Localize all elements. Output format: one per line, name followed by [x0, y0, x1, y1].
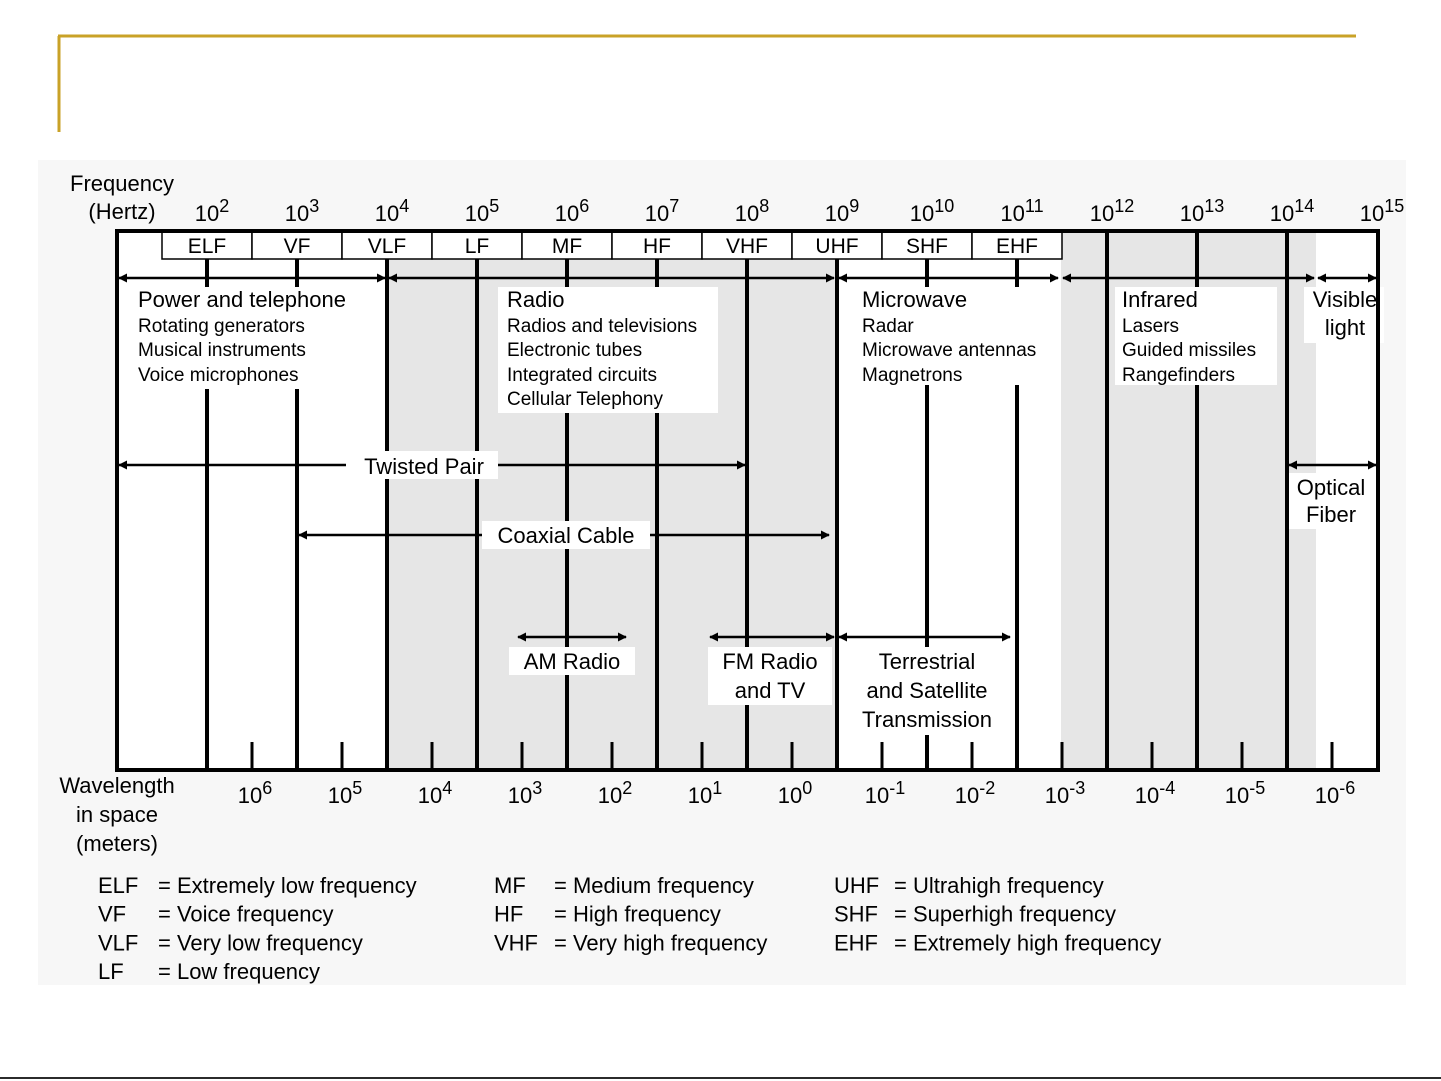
category-item: Rangefinders: [1122, 365, 1236, 386]
category-item: Integrated circuits: [507, 365, 657, 386]
category-item: Cellular Telephony: [507, 389, 663, 410]
power-exponent: 0: [802, 778, 813, 798]
power-exponent: 11: [1024, 196, 1044, 216]
category-visible: [1304, 287, 1384, 343]
coaxial-cable-label: Coaxial Cable: [497, 523, 635, 548]
legend-definition: = Medium frequency: [554, 873, 754, 898]
band-label: LF: [464, 235, 490, 258]
slide-bottom-rule: [0, 1077, 1441, 1079]
power-exponent: 2: [219, 196, 230, 216]
frequency-label-line1: Frequency: [70, 171, 174, 196]
category-radio: [498, 287, 718, 413]
legend-abbr: MF: [494, 873, 526, 898]
optical-fiber-range: [1289, 465, 1376, 529]
power-exponent: 12: [1114, 196, 1135, 216]
optical-fiber-label-line1: Optical: [1296, 475, 1366, 500]
power-exponent: 3: [532, 778, 543, 798]
band-label: VF: [283, 235, 311, 258]
terrestrial-label-line1: Terrestrial: [878, 649, 976, 674]
power-base: 10: [237, 783, 263, 808]
power-exponent: 4: [442, 778, 453, 798]
power-exponent: 1: [712, 778, 723, 798]
frequency-label-line2: (Hertz): [88, 199, 156, 224]
legend-abbr: ELF: [98, 873, 139, 898]
fm-radio-label-line1: FM Radio: [722, 649, 818, 674]
power-exponent: 13: [1204, 196, 1225, 216]
power-exponent: 3: [309, 196, 320, 216]
legend-abbr: VHF: [494, 930, 538, 956]
power-base: 10: [1224, 783, 1250, 808]
power-base: 10: [777, 783, 803, 808]
power-base: 10: [954, 783, 980, 808]
band-label: VHF: [726, 235, 768, 258]
legend-definition: = Superhigh frequency: [894, 901, 1116, 927]
wavelength-axis-label: [59, 773, 174, 856]
power-base: 10: [374, 201, 400, 226]
category-title: Microwave: [862, 287, 968, 312]
category-item: Guided missiles: [1122, 340, 1257, 361]
category-title: Radio: [507, 287, 565, 312]
legend-abbr: VF: [98, 901, 127, 927]
legend-definition: = Ultrahigh frequency: [894, 873, 1104, 898]
category-infrared: [1115, 287, 1277, 386]
wavelength-label-line2: in space: [76, 802, 158, 827]
power-exponent: 5: [352, 778, 363, 798]
am-radio-label: AM Radio: [523, 649, 621, 674]
band-box: [882, 231, 972, 259]
power-base: 10: [327, 783, 353, 808]
band-box: [252, 231, 342, 259]
band-label: UHF: [815, 235, 859, 258]
power-base: 10: [1000, 201, 1025, 226]
category-title: Visible: [1312, 287, 1378, 312]
band-box: [342, 231, 432, 259]
power-exponent: 9: [849, 196, 860, 216]
power-base: 10: [597, 783, 623, 808]
power-base: 10: [687, 783, 713, 808]
band-label: EHF: [996, 235, 1038, 258]
power-exponent: 4: [399, 196, 410, 216]
band-box: [792, 231, 882, 259]
power-base: 10: [554, 201, 580, 226]
terrestrial-satellite-range: [839, 637, 1010, 735]
category-item: Voice microphones: [138, 365, 299, 386]
power-exponent: 8: [759, 196, 770, 216]
category-item: Lasers: [1122, 316, 1180, 337]
power-exponent: 15: [1384, 196, 1405, 216]
band-label: MF: [551, 235, 583, 258]
legend-definition: = Very low frequency: [158, 930, 363, 956]
fm-radio-label-line2: and TV: [734, 678, 806, 703]
power-base: 10: [1134, 783, 1160, 808]
power-base: 10: [417, 783, 443, 808]
power-exponent: -1: [889, 778, 906, 798]
legend-definition: = Voice frequency: [158, 901, 334, 927]
power-base: 10: [909, 201, 935, 226]
power-exponent: -6: [1339, 778, 1356, 798]
terrestrial-label-line2: and Satellite: [866, 678, 988, 703]
power-base: 10: [864, 783, 890, 808]
legend-abbr: UHF: [834, 873, 880, 898]
category-title: Infrared: [1122, 287, 1198, 312]
category-item: Rotating generators: [138, 316, 305, 337]
power-base: 10: [464, 201, 490, 226]
band-box: [432, 231, 522, 259]
category-item: Electronic tubes: [507, 340, 643, 361]
power-exponent: 2: [622, 778, 633, 798]
wavelength-label-line3: (meters): [76, 831, 158, 856]
power-base: 10: [1314, 783, 1340, 808]
power-base: 10: [284, 201, 310, 226]
legend-definition: = Extremely low frequency: [158, 873, 417, 898]
category-item: light: [1324, 315, 1366, 340]
band-box: [612, 231, 702, 259]
power-base: 10: [1359, 201, 1385, 226]
legend-definition: = Extremely high frequency: [894, 930, 1162, 956]
power-exponent: 7: [669, 196, 680, 216]
fm-radio-tv-range: [708, 637, 834, 705]
power-base: 10: [824, 201, 850, 226]
legend-abbr: LF: [98, 959, 124, 985]
band-label: ELF: [187, 235, 227, 258]
power-exponent: -2: [979, 778, 996, 798]
band-box: [162, 231, 252, 259]
legend-abbr: HF: [494, 901, 524, 927]
power-base: 10: [1089, 201, 1115, 226]
category-item: Radios and televisions: [507, 316, 698, 337]
power-exponent: 6: [262, 778, 273, 798]
power-base: 10: [1269, 201, 1295, 226]
power-exponent: -4: [1159, 778, 1176, 798]
legend-abbr: SHF: [834, 901, 878, 927]
power-exponent: 14: [1294, 196, 1315, 216]
category-microwave: [856, 287, 1056, 386]
band-label: VLF: [367, 235, 407, 258]
legend-abbr: VLF: [98, 930, 139, 956]
band-label: HF: [643, 235, 671, 258]
twisted-pair-label: Twisted Pair: [364, 454, 484, 479]
band-box: [702, 231, 792, 259]
power-exponent: 10: [934, 196, 955, 216]
legend-definition: = High frequency: [554, 901, 721, 927]
power-base: 10: [1044, 783, 1070, 808]
terrestrial-label-line3: Transmission: [862, 707, 992, 732]
power-base: 10: [644, 201, 670, 226]
power-base: 10: [1179, 201, 1205, 226]
power-base: 10: [194, 201, 220, 226]
category-title: Power and telephone: [138, 287, 346, 312]
legend-definition: = Low frequency: [158, 959, 321, 985]
band-label: SHF: [906, 235, 948, 258]
power-base: 10: [734, 201, 760, 226]
power-exponent: -5: [1249, 778, 1266, 798]
optical-fiber-label-line2: Fiber: [1305, 502, 1357, 527]
category-item: Musical instruments: [138, 340, 306, 361]
power-base: 10: [507, 783, 533, 808]
category-item: Radar: [862, 316, 914, 337]
power-exponent: 6: [579, 196, 590, 216]
category-item: Microwave antennas: [862, 340, 1037, 361]
power-exponent: -3: [1069, 778, 1086, 798]
power-exponent: 5: [489, 196, 500, 216]
band-box: [522, 231, 612, 259]
category-item: Magnetrons: [862, 365, 963, 386]
category-power: [132, 287, 384, 389]
legend-definition: = Very high frequency: [554, 930, 768, 956]
band-box: [972, 231, 1062, 259]
wavelength-label-line1: Wavelength: [59, 773, 175, 798]
legend-abbr: EHF: [834, 930, 878, 956]
band-label-row: [162, 231, 1062, 259]
